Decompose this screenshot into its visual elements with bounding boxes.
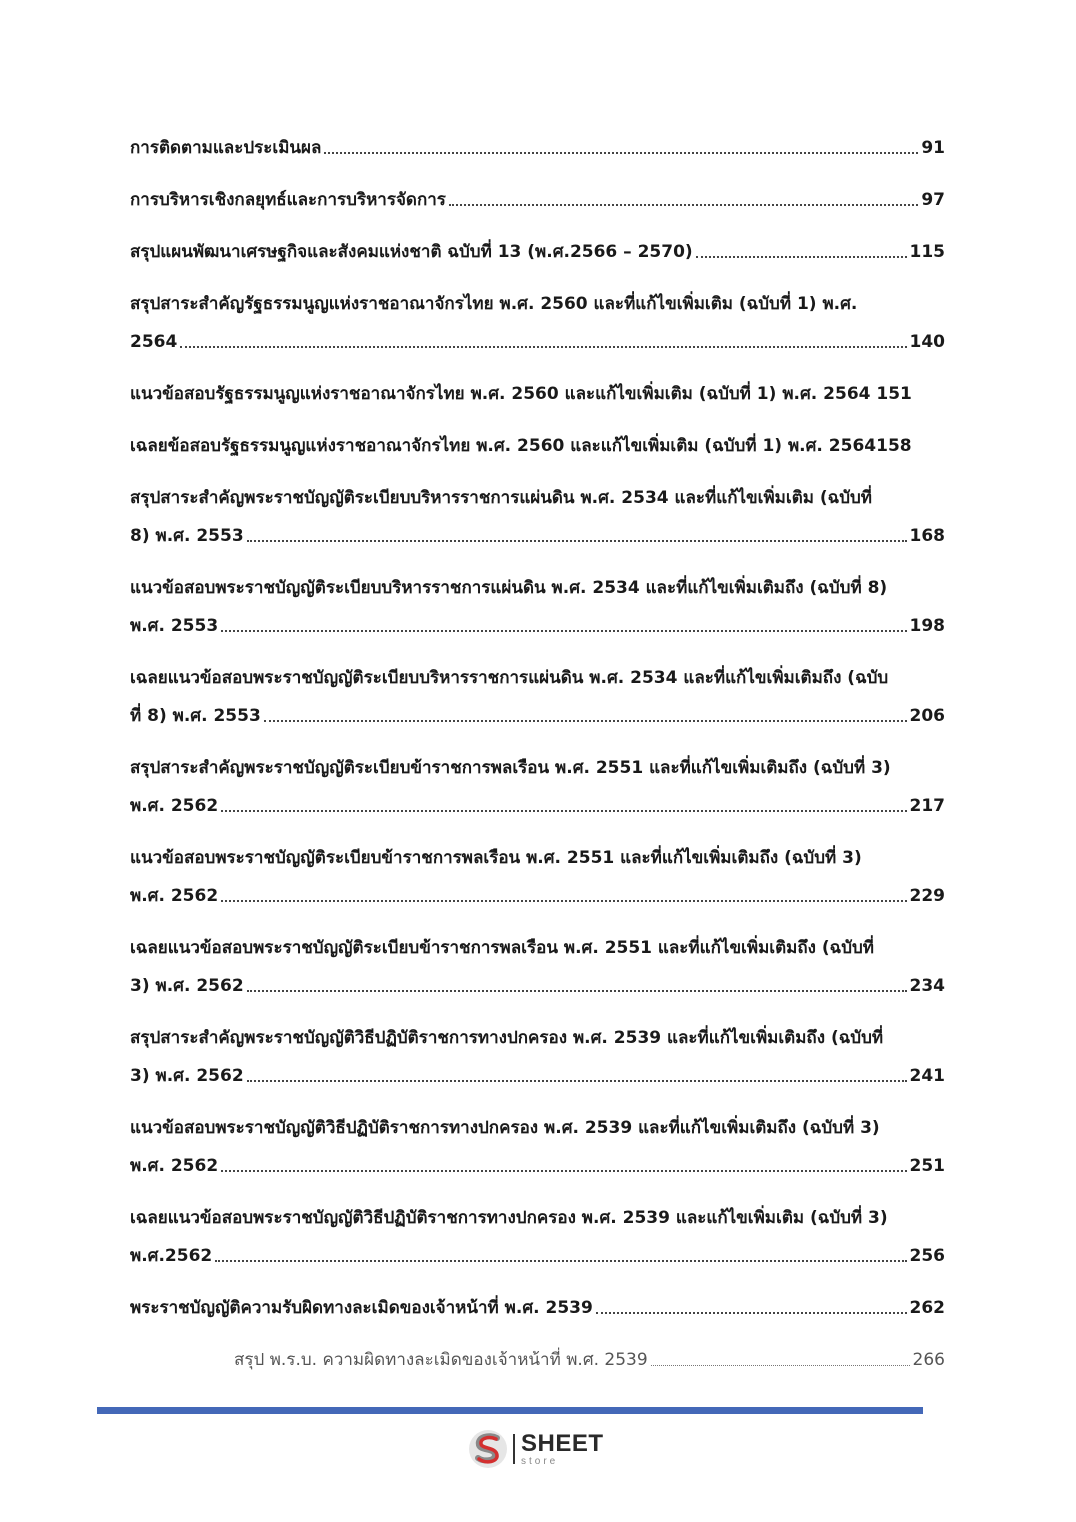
dot-leader [215,1259,906,1262]
toc-page-number: 140 [909,332,945,352]
toc-entry-title: สรุปสาระสำคัญพระราชบัญญัติวิธีปฏิบัติราชการทางปกครอง พ.ศ. 2539 และที่แก้ไขเพิ่มเติมถึง (ฉบับที่ [130,1028,884,1048]
dot-leader [221,629,906,632]
toc-entry[interactable] [130,376,945,406]
toc-entry[interactable] [130,968,945,998]
toc-entry-title: การติดตามและประเมินผล [130,138,322,158]
toc-entry-title-cont: 3) พ.ศ. 2562 [130,976,244,996]
toc-page-number: 198 [909,616,945,636]
toc-entry[interactable] [130,878,945,908]
toc-entry-title-cont: 2564 [130,332,178,352]
toc-entry-title: สรุปสาระสำคัญพระราชบัญญัติระเบียบบริหารราชการแผ่นดิน พ.ศ. 2534 และที่แก้ไขเพิ่มเติม (ฉบับที่ [130,488,872,508]
dot-leader [221,809,906,812]
toc-entry-title: แนวข้อสอบพระราชบัญญัติระเบียบข้าราชการพลเรือน พ.ศ. 2551 และที่แก้ไขเพิ่มเติมถึง (ฉบับที่ 3) [130,848,862,868]
toc-entry-first-line[interactable] [130,480,945,510]
toc-entry-title-cont: พ.ศ. 2562 [130,1156,219,1176]
toc-entry-first-line[interactable] [130,286,945,316]
toc-page-number: 115 [909,242,945,262]
toc-entry-title-cont: 8) พ.ศ. 2553 [130,526,244,546]
toc-entry-first-line[interactable] [130,1200,945,1230]
toc-entry[interactable] [130,1058,945,1088]
toc-entry-first-line[interactable] [130,660,945,690]
toc-page-number: 97 [921,190,945,210]
toc-entry-title-cont: พ.ศ. 2562 [130,886,219,906]
dot-leader [696,255,907,258]
toc-entry-title-cont: 3) พ.ศ. 2562 [130,1066,244,1086]
toc-entry[interactable] [130,1290,945,1320]
dot-leader [264,719,907,722]
dot-leader [247,1079,907,1082]
toc-page-number: 91 [921,138,945,158]
toc-entry[interactable] [130,698,945,728]
toc-sub-entry-title: สรุป พ.ร.บ. ความผิดทางละเมิดของเจ้าหน้าที่ พ.ศ. 2539 [234,1350,648,1370]
toc-page-number: 251 [909,1156,945,1176]
toc-page-number: 168 [909,526,945,546]
dot-leader [221,899,906,902]
toc-entry-first-line[interactable] [130,570,945,600]
dot-leader [449,203,918,206]
logo-wordmark [521,1429,604,1467]
footer-rule [97,1407,923,1414]
dot-leader [324,151,918,154]
toc-page-number: 234 [909,976,945,996]
toc-entry[interactable] [130,608,945,638]
toc-entry[interactable] [130,518,945,548]
toc-entry-title-cont: ที่ 8) พ.ศ. 2553 [130,706,261,726]
toc-entry-first-line[interactable] [130,1020,945,1050]
toc-page-number: 266 [912,1350,945,1370]
toc-entry-title: การบริหารเชิงกลยุทธ์และการบริหารจัดการ [130,190,446,210]
logo-divider [513,1434,515,1464]
toc-page-number: 256 [909,1246,945,1266]
logo-word: SHEET [521,1429,604,1457]
toc-entry[interactable] [130,234,945,264]
toc-entry-title-cont: พ.ศ. 2553 [130,616,219,636]
toc-entry[interactable] [130,324,945,354]
toc-entry-first-line[interactable] [130,840,945,870]
toc-entry[interactable] [130,182,945,212]
toc-entry-title: สรุปแผนพัฒนาเศรษฐกิจและสังคมแห่งชาติ ฉบับที่ 13 (พ.ศ.2566 – 2570) [130,242,693,262]
toc-entry-title: เฉลยข้อสอบรัฐธรรมนูญแห่งราชอาณาจักรไทย พ.ศ. 2560 และแก้ไขเพิ่มเติม (ฉบับที่ 1) พ.ศ. 2564158 [130,436,912,456]
toc-entry-title: แนวข้อสอบรัฐธรรมนูญแห่งราชอาณาจักรไทย พ.ศ. 2560 และแก้ไขเพิ่มเติม (ฉบับที่ 1) พ.ศ. 2564 151 [130,384,912,404]
toc-entry[interactable] [130,130,945,160]
toc-page-number: 217 [909,796,945,816]
toc-entry-title: สรุปสาระสำคัญพระราชบัญญัติระเบียบข้าราชการพลเรือน พ.ศ. 2551 และที่แก้ไขเพิ่มเติมถึง (ฉบับที่ 3) [130,758,891,778]
toc-entry-title: เฉลยแนวข้อสอบพระราชบัญญัติระเบียบบริหารราชการแผ่นดิน พ.ศ. 2534 และที่แก้ไขเพิ่มเติมถึง (ฉบับ [130,668,889,688]
sheet-store-logo [467,1427,617,1471]
toc-entry[interactable] [130,788,945,818]
toc-entry[interactable] [130,1148,945,1178]
sheet-store-logo-icon [467,1428,509,1470]
dot-leader [596,1311,907,1314]
toc-page-number: 206 [909,706,945,726]
toc-entry-title: เฉลยแนวข้อสอบพระราชบัญญัติระเบียบข้าราชการพลเรือน พ.ศ. 2551 และที่แก้ไขเพิ่มเติมถึง (ฉบับที่ [130,938,874,958]
toc-page-number: 241 [909,1066,945,1086]
toc-entry[interactable] [130,428,945,458]
toc-entry[interactable] [130,1238,945,1268]
toc-entry-title: แนวข้อสอบพระราชบัญญัติวิธีปฏิบัติราชการทางปกครอง พ.ศ. 2539 และที่แก้ไขเพิ่มเติมถึง (ฉบับที่ 3) [130,1118,880,1138]
toc-entry-title: สรุปสาระสำคัญรัฐธรรมนูญแห่งราชอาณาจักรไทย พ.ศ. 2560 และที่แก้ไขเพิ่มเติม (ฉบับที่ 1) พ.ศ. [130,294,858,314]
logo-subword: store [521,1455,559,1467]
toc-entry-first-line[interactable] [130,750,945,780]
dot-leader [247,989,907,992]
toc-entry-title: แนวข้อสอบพระราชบัญญัติระเบียบบริหารราชการแผ่นดิน พ.ศ. 2534 และที่แก้ไขเพิ่มเติมถึง (ฉบับที่ 8) [130,578,888,598]
toc-entry-first-line[interactable] [130,930,945,960]
toc-page-number: 229 [909,886,945,906]
toc-page-number: 262 [909,1298,945,1318]
dot-leader [651,1364,910,1366]
toc-entry-title-cont: พ.ศ. 2562 [130,796,219,816]
toc-entry-title: พระราชบัญญัติความรับผิดทางละเมิดของเจ้าหน้าที่ พ.ศ. 2539 [130,1298,593,1318]
toc-sub-entry[interactable] [130,1342,945,1372]
toc-entry-title: เฉลยแนวข้อสอบพระราชบัญญัติวิธีปฏิบัติราชการทางปกครอง พ.ศ. 2539 และแก้ไขเพิ่มเติม (ฉบับที่ 3) [130,1208,888,1228]
toc-entry-first-line[interactable] [130,1110,945,1140]
dot-leader [247,539,907,542]
toc-entry-title-cont: พ.ศ.2562 [130,1246,213,1266]
dot-leader [180,345,906,348]
dot-leader [221,1169,906,1172]
